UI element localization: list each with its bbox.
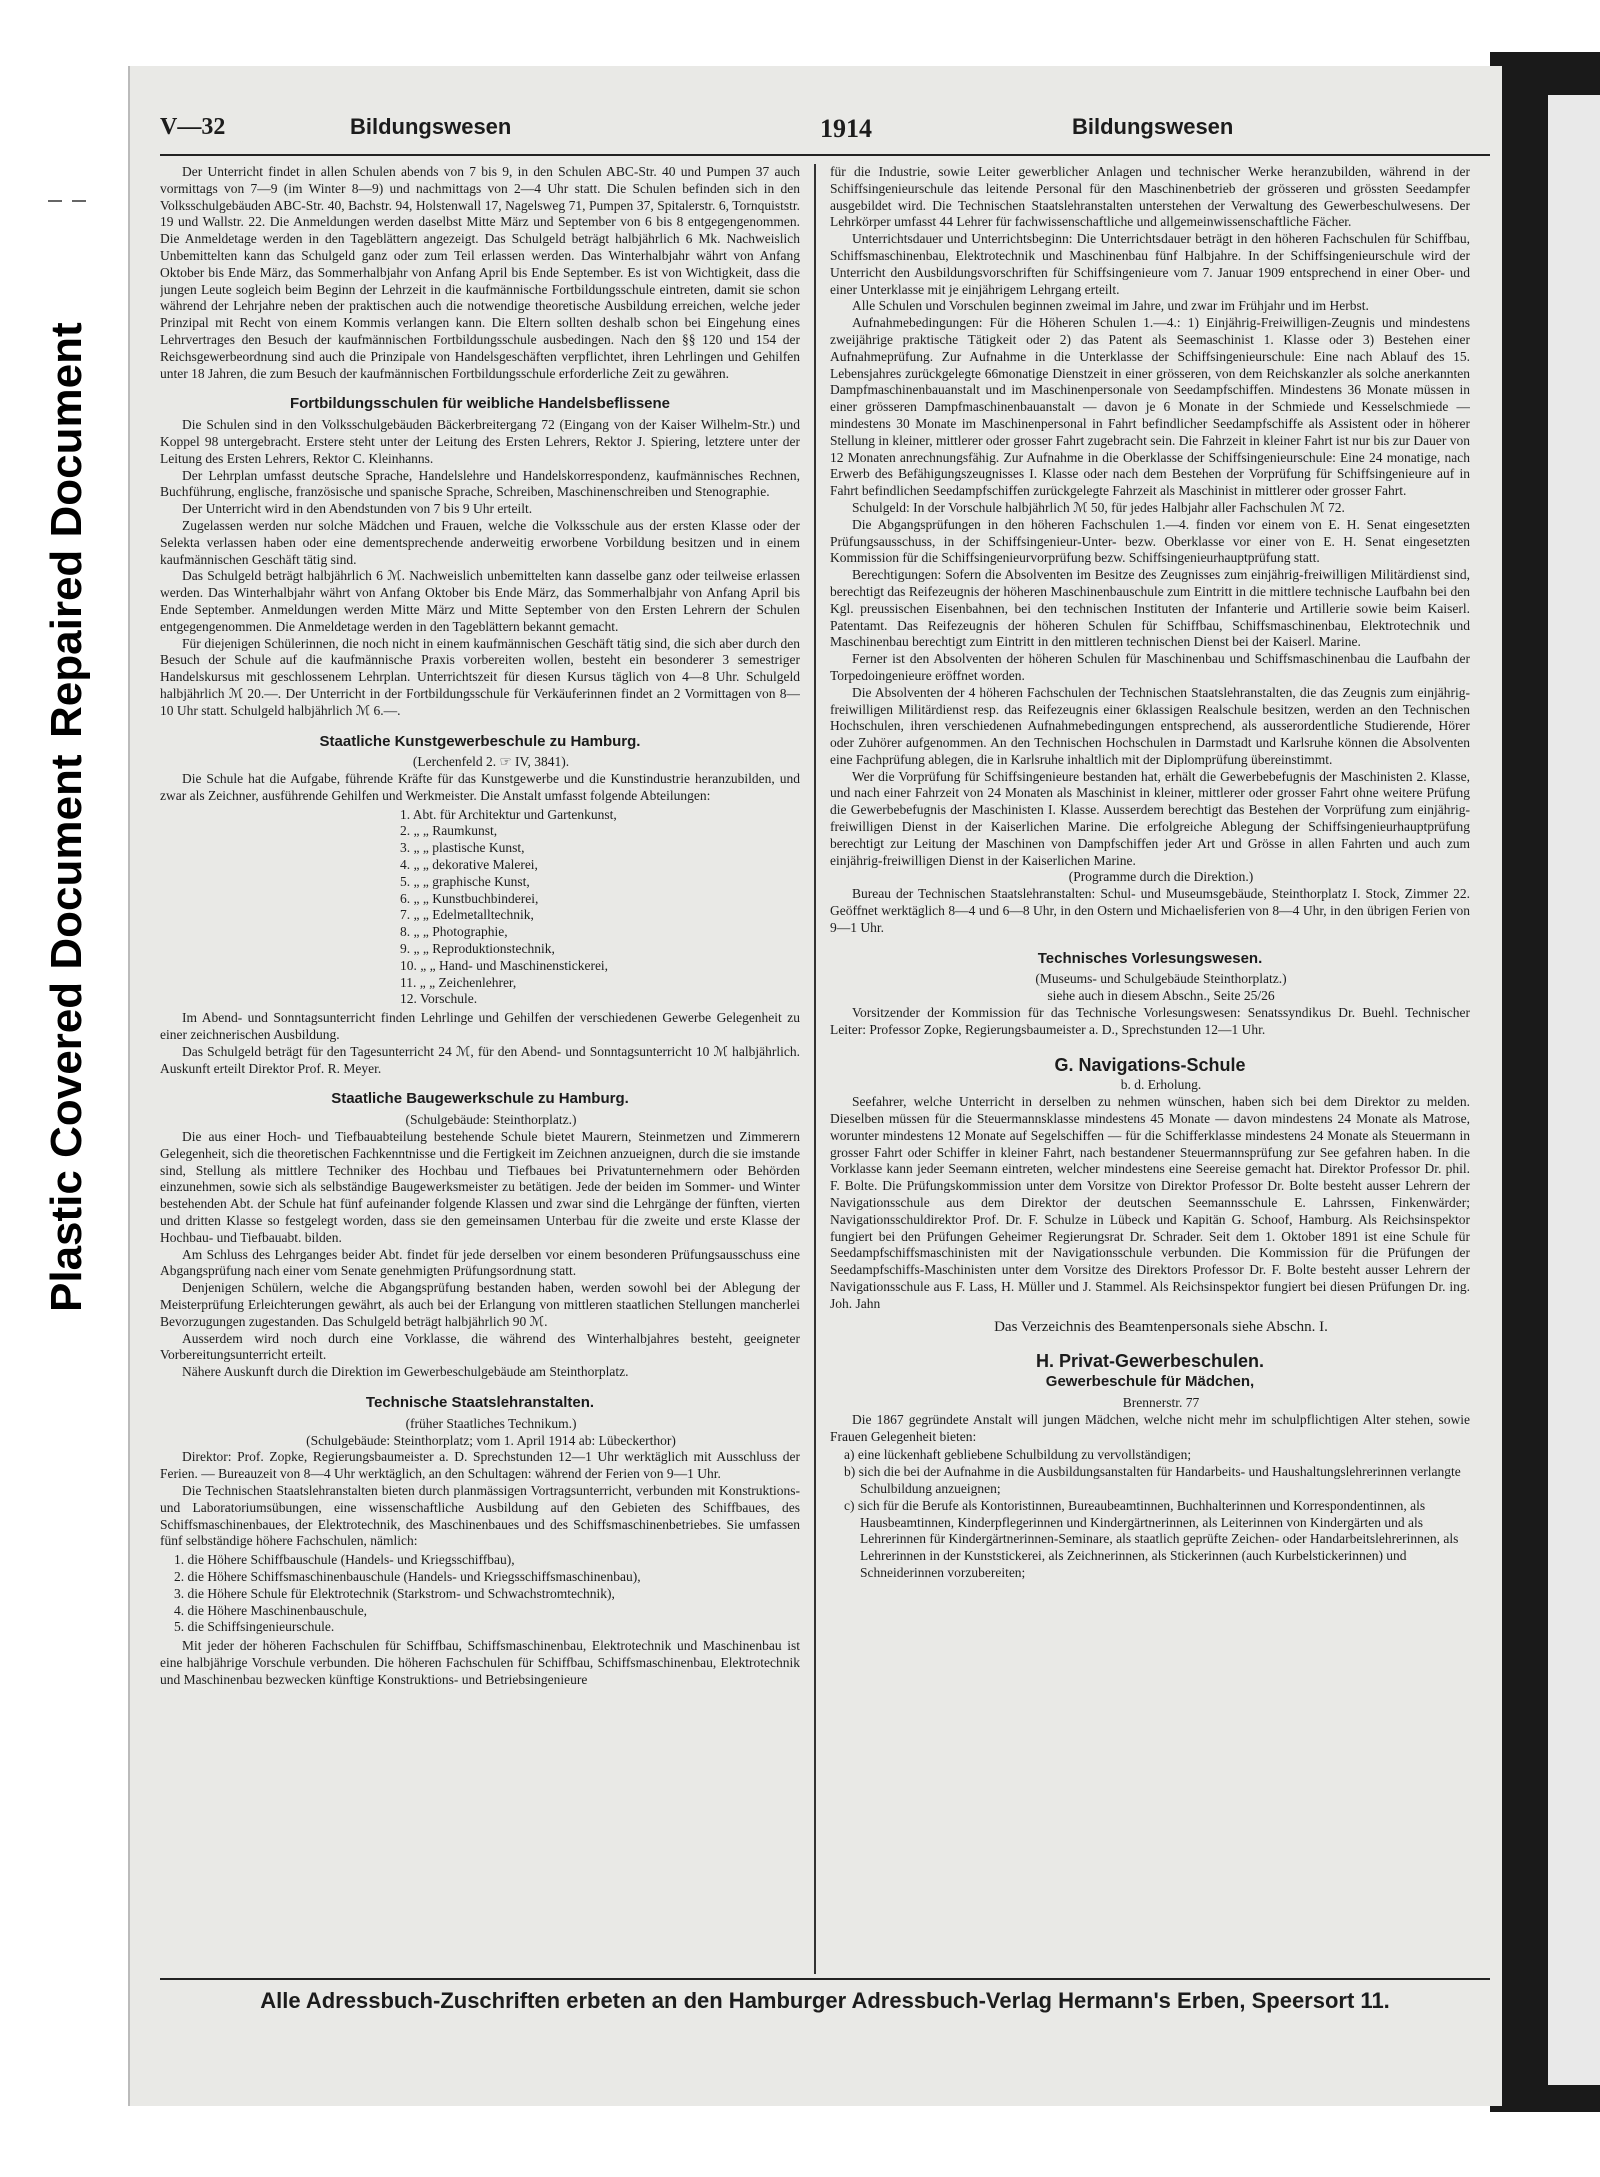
section-heading: Staatliche Kunstgewerbeschule zu Hamburg. <box>319 732 641 750</box>
paragraph: Die Absolventen der 4 höheren Fachschulen der Technischen Staatslehranstalten, die das Zeugnis zum einjährig-freiwilligen Militärdienst resp. das Reifezeugnis einer 6klassigen Realschule besitzen, werden an den Technischen Hochschulen, ihren verschiedenen Aufnahmebedingungen entsprechend, als ausserordentliche Studierende, Hörer oder Zuhörer aufgenommen. An den Technischen Hochschulen in Darmstadt und Karlsruhe können die Absolventen eine Fachprüfung ablegen, die in Karlsruhe inhaltlich mit der Diplomprüfung übereinstimmt. <box>830 684 1470 767</box>
cross-reference: Das Verzeichnis des Beamtenpersonals siehe Abschn. I. <box>994 1318 1328 1335</box>
chapter-heading: G. Navigations-Schule <box>1054 1054 1246 1075</box>
paragraph: Ferner ist den Absolventen der höheren Schulen für Maschinenbau und Schiffsmaschinenbau die Laufbahn der Torpedoingenieure eröffnet worden. <box>830 651 1470 683</box>
list-item: 7. „ „ Edelmetalltechnik, <box>400 907 534 923</box>
paragraph: Der Lehrplan umfasst deutsche Sprache, Handelslehre und Handelskorrespondenz, kaufmännisches Rechnen, Buchführung, englische, französische und spanische Sprache, Schreiben, Maschinenschreiben und Stenographie. <box>160 467 800 500</box>
paragraph: Mit jeder der höheren Fachschulen für Schiffbau, Schiffsmaschinenbau, Elektrotechnik und Maschinenbau ist eine halbjährige Vorschule verbunden. Die höheren Fachschulen für Schiffbau, Schiffsmaschinenbau, Elektrotechnik und Maschinenbau bezwecken künftige Konstruktions- und Betriebsingenieure <box>160 1638 800 1687</box>
list-item: 4. die Höhere Maschinenbauschule, <box>174 1602 368 1618</box>
school-list <box>160 1552 800 1636</box>
list-item: 2. die Höhere Schiffsmaschinenbauschule (Handels- und Kriegsschiffsmaschinenbau), <box>174 1568 641 1584</box>
department-list <box>160 807 800 1009</box>
edge-mark <box>72 200 86 202</box>
paragraph: Schulgeld: In der Vorschule halbjährlich ℳ 50, für jedes Halbjahr aller Fachschulen ℳ 72. <box>852 499 1345 515</box>
list-item: 9. „ „ Reproduktionstechnik, <box>400 941 555 957</box>
repaired-document-label: Repaired Document <box>42 322 91 738</box>
list-item: a) eine lückenhaft gebliebene Schulbildung zu vervollständigen; <box>844 1447 1192 1463</box>
list-item: 1. Abt. für Architektur und Gartenkunst, <box>400 806 617 822</box>
paragraph: Nähere Auskunft durch die Direktion im Gewerbeschulgebäude am Steinthorplatz. <box>182 1364 629 1380</box>
section-heading: Technisches Vorlesungswesen. <box>1037 949 1263 967</box>
paragraph: (Programme durch die Direktion.) <box>1068 869 1254 885</box>
running-title-left: Bildungswesen <box>350 114 512 139</box>
plastic-covered-document-label: Plastic Covered Document <box>42 754 91 1312</box>
edge-mark <box>48 200 62 202</box>
paragraph: Seefahrer, welche Unterricht in derselben zu nehmen wünschen, haben sich bei dem Direktor zu melden. Dieselben müssen für die Steuermannsklasse mindestens 45 Monate — davon mindestens 24 Monate als Matrose, worunter mindestens 12 Monate auf Segelschiffen — für die Schifferklasse mindestens 24 Monate als Steuermann in grosser Fahrt oder Schiffer in kleiner Fahrt, nach bestandener Steuermannsprüfung zur See gefahren haben. In die Vorklasse kann jeder Seemann eintreten, welcher mindestens eine Seereise gemacht hat. Direktor Professor Dr. phil. F. Bolte. Die Prüfungskommission unter dem Vorsitze von Direktor Professor Dr. Bolte besteht ausser Lehrern der Navigationsschule aus dem Direktor der deutschen Seemannsschule E. Lahrssen, Finkenwärder; Navigationsschuldirektor Prof. Dr. F. Schulze in Lübeck und Kapitän G. Schoof, Hamburg. Als Reichsinspektor fungiert bei den Prüfungen Geheimer Regierungsrat Dr. Schrader. Seit dem 1. Oktober 1891 ist eine Schule für Seedampfschiffsmaschinisten mit der Navigationsschule verbunden. Die Kommission für die Prüfungen der Seedampfschiffs-Maschinisten unter dem Vorsitze des Direktors Professor Dr. F. Bolte besteht ausser Lehrern der Navigationsschule aus F. Lass, H. Müller und J. Stammel. Als Reichsinspektor fungiert bei diesen Prüfungen Dr. ing. Joh. Jahn <box>830 1094 1470 1311</box>
paragraph: Die Schule hat die Aufgabe, führende Kräfte für das Kunstgewerbe und die Kunstindustrie heranzubilden, und zwar als Zeichner, ausführende Gehilfen und Werkmeister. Die Anstalt umfasst folgende Abteilungen: <box>160 771 800 803</box>
list-item: 6. „ „ Kunstbuchbinderei, <box>400 890 539 906</box>
list-item: 4. „ „ dekorative Malerei, <box>400 857 538 873</box>
section-subtitle: (Schulgebäude: Steinthorplatz; vom 1. April 1914 ab: Lübeckerthor) <box>306 1432 676 1448</box>
list-item: b) sich die bei der Aufnahme in die Ausbildungsanstalten für Handarbeits- und Haushaltungslehrerinnen verlangte Schulbildung anzueignen; <box>844 1464 1461 1496</box>
adjacent-page <box>1548 95 1600 2085</box>
paragraph: Die aus einer Hoch- und Tiefbauabteilung bestehende Schule bietet Maurern, Steinmetzen und Zimmerern Gelegenheit, sich die theoretischen Fachkenntnisse und die Fertigkeit im Zeichnen anzueignen, durch die sie imstande sind, Stellung als mittlere Techniker des Hochbau und Tiefbaues bei Privatunternehmern oder Behörden einzunehmen, sowie sich als selbständige Baugewerksmeister zu betätigen. Jede der beiden im Sommer- und Winter bestehenden Abt. der Schule hat fünf aufeinander folgende Klassen und zwar sind die Lehrgänge der fünften, vierten und dritten Klasse so festgelegt worden, dass sie den gemeinsamen Unterbau für die zweite und erste Klasse der Hochbau- und Tiefbauabt. bilden. <box>160 1129 800 1245</box>
paragraph: Zugelassen werden nur solche Mädchen und Frauen, welche die Volksschule aus der ersten Klasse oder der Selekta verlassen haben oder eine dementsprechende anderweitig erworbene Vorbildung besitzen und in einem kaufmännischen Geschäft tätig sind. <box>160 517 800 567</box>
paragraph: Berechtigungen: Sofern die Absolventen im Besitze des Zeugnisses zum einjährig-freiwilligen Militärdienst sind, berechtigt das Reifezeugnis der höheren Maschinenbauschule zum Eintritt in die mittlere technische Laufbahn bei den Kgl. preussischen Eisenbahnen, bei den technischen Instituten der Infanterie und Artillerie sowie beim Kaiserl. Patentamt. Das Reifezeugnis der höheren Schulen für Schiffbau, Schiffsmaschinenbau, Elektrotechnik und Maschinenbau berechtigt zum Eintritt in den mittleren technischen Dienst bei der Kaiserl. Marine. <box>830 567 1470 650</box>
section-subtitle: b. d. Erholung. <box>1120 1077 1202 1093</box>
page-number: V—32 <box>160 114 226 140</box>
section-heading: Gewerbeschule für Mädchen, <box>1045 1373 1255 1391</box>
paragraph: Die Schulen sind in den Volksschulgebäuden Bäckerbreitergang 72 (Eingang von der Kaiser Wilhelm-Str.) und Koppel 98 untergebracht. Erstere steht unter der Leitung des Ersten Lehrers, Rektor J. Spiering, letztere unter der Leitung des Ersten Lehrers, Rektor C. Kleinhanns. <box>160 417 800 466</box>
section-heading: Staatliche Baugewerkschule zu Hamburg. <box>331 1090 629 1108</box>
footer-rule <box>160 1978 1490 1980</box>
paragraph: Vorsitzender der Kommission für das Technische Vorlesungswesen: Senatssyndikus Dr. Buehl. Technischer Leiter: Professor Zopke, Regierungsbaumeister a. D., Sprechstunden 12—1 Uhr. <box>830 1005 1470 1037</box>
list-item: 2. „ „ Raumkunst, <box>400 823 498 839</box>
list-item: 5. „ „ graphische Kunst, <box>400 873 530 889</box>
paragraph: Alle Schulen und Vorschulen beginnen zweimal im Jahre, und zwar im Frühjahr und im Herbst. <box>852 298 1369 314</box>
paragraph: Die 1867 gegründete Anstalt will jungen Mädchen, welche nicht mehr im schulpflichtigen Alter stehen, sowie Frauen Gelegenheit bieten: <box>830 1411 1470 1444</box>
paragraph: Für diejenigen Schülerinnen, die noch nicht in einem kaufmännischen Geschäft tätig sind, die sich aber durch den Besuch der Schule auf die kaufmännische Praxis vorbereiten wollen, besteht ein besonderer 3 semestriger Handelskursus mit geschlossenem Lehrplan. Unterrichtszeit für diesen Kursus täglich von 4—8 Uhr. Schulgeld halbjährlich ℳ 20.—. Der Unterricht in der Fortbildungsschule für Verkäuferinnen findet an 2 Vormittagen von 8—10 Uhr statt. Schulgeld halbjährlich ℳ 6.—. <box>160 635 800 718</box>
paragraph: Denjenigen Schülern, welche die Abgangsprüfung bestanden haben, werden sowohl bei der Ablegung der Meisterprüfung Erleichterungen gewährt, als auch bei der Erlangung von mittleren staatlichen Stellungen mancherlei Bevorzugungen zugestanden. Das Schulgeld beträgt halbjährlich 90 ℳ. <box>160 1280 800 1329</box>
paragraph: Die Abgangsprüfungen in den höheren Fachschulen 1.—4. finden vor einem von E. H. Senat eingesetzten Prüfungsausschuss, in der Schiffsingenieur-Unter- bezw. Oberklasse vor einer von E. H. Senat eingesetzten Kommission für die Schiffsingenieurvorprüfung bezw. Schiffsingenieurhauptprüfung statt. <box>830 516 1470 566</box>
paragraph: Das Schulgeld beträgt für den Tagesunterricht 24 ℳ, für den Abend- und Sonntagsunterricht 10 ℳ halbjährlich. Auskunft erteilt Direktor Prof. R. Meyer. <box>160 1043 800 1076</box>
section-heading: Fortbildungsschulen für weibliche Handelsbeflissene <box>289 395 671 413</box>
page-header <box>160 114 1490 154</box>
paragraph: für die Industrie, sowie Leiter gewerblicher Anlagen und technischer Werke heranzubilden, während in der Schiffsingenieurschule das leitende Personal für den Maschinenbetrieb der grösseren und grössten Seedampfer ausgebildet wird. Die Technischen Staatslehranstalten unterstehen der Verwaltung des Gewerbeschulwesens. Der Lehrkörper umfasst 44 Lehrer für fachwissenschaftliche und allgemeinwissenschaftliche Fächer. <box>830 164 1470 230</box>
paragraph: Das Schulgeld beträgt halbjährlich 6 ℳ. Nachweislich unbemittelten kann dasselbe ganz oder teilweise erlassen werden. Das Winterhalbjahr währt von Anfang Oktober bis Ende März, das Sommerhalbjahr von Anfang April bis Ende September. Anmeldungen werden Mitte März und Mitte September von den Ersten Lehrern der Schulen entgegengenommen. Die Anmeldetage werden in den Tageblättern bekannt gemacht. <box>160 568 800 634</box>
paragraph: Aufnahmebedingungen: Für die Höheren Schulen 1.—4.: 1) Einjährig-Freiwilligen-Zeugnis und mindestens zweijährige praktische Tätigkeit oder 2) das Patent als Seemaschinist 1. Klasse oder 3) Bestehen einer Aufnahmeprüfung. Zur Aufnahme in die Unterklasse der Schiffsingenieurschule: Eine nach Ablauf des 15. Lebensjahres zurückgelegte 66monatige Dienstzeit in einer grösseren, von dem Reichskanzler als solche anerkannten Dampfmaschinenbauanstalt und im Maschinenpersonale von Seedampfschiffen. Mindestens 36 Monate müssen in einer grösseren Dampfmaschinenbauanstalt — davon je 6 Monate in der Schmiede und Kesselschmiede — mindestens 30 Monate im Maschinenpersonal in Fahrt befindlicher Seedampfschiffe als Assistent oder in höherer Stellung in kleiner, mittlerer oder grosser Fahrt zugebracht sein. Die Fahrzeit in kleiner Fahrt ist nur bis zur Dauer von 12 Monaten anrechnungsfähig. Zur Aufnahme in die Oberklasse der Schiffsingenieurschule: Eine 24 monatige, nach Erwerb des Befähigungszeugnisses I. Klasse oder nach dem Bestehen der Vorprüfung für Schiffsingenieure auf in Fahrt befindlichen Seedampfschiffen zurückgelegte Fahrzeit als Maschinist in mittlerer oder grosser Fahrt. <box>830 315 1470 499</box>
paragraph: Der Unterricht wird in den Abendstunden von 7 bis 9 Uhr erteilt. <box>182 501 533 517</box>
section-subtitle: (Schulgebäude: Steinthorplatz.) <box>405 1112 577 1128</box>
scanned-page <box>128 66 1502 2106</box>
left-column <box>160 164 800 1964</box>
offer-list <box>830 1447 1470 1581</box>
side-labels <box>0 0 120 2177</box>
list-item: 5. die Schiffsingenieurschule. <box>174 1619 335 1635</box>
paragraph: Am Schluss des Lehrganges beider Abt. findet für jede derselben vor einem besonderen Prüfungsausschuss eine Abgangsprüfung nach einer vom Senate genehmigten Prüfungsordnung statt. <box>160 1246 800 1279</box>
paragraph: Der Unterricht findet in allen Schulen abends von 7 bis 9, in den Schulen ABC-Str. 40 und Pumpen 37 auch vormittags von 7—9 (im Winter 8—9) und nachmittags von 2—4 Uhr statt. Die Schulen befinden sich in den Volksschulgebäuden ABC-Str. 40, Bachstr. 94, Holstenwall 17, Nagelsweg 71, Pumpen 37, Spitalerstr. 6, Tornquiststr. 19 und Wallstr. 22. Die Anmeldungen werden daselbst Mitte März und September von 6 bis 8 entgegengenommen. Die Anmeldetage werden in den Tageblättern angezeigt. Das Schulgeld beträgt halbjährlich 6 Mk. Nachweislich Unbemittelten kann das Schulgeld ganz oder zum Teil erlassen werden. Das Winterhalbjahr währt von Anfang Oktober bis Ende März, das Sommerhalbjahr von Anfang April bis Ende September. Es ist von Wichtigkeit, dass die jungen Leute sogleich beim Beginn der Lehrzeit in die kaufmännische Fortbildungsschule eintreten, damit sie schon während der Lehrjahre neben der praktischen auch die notwendige theoretische Ausbildung erreichen, welche jeder Prinzipal mit Recht von einem Kommis verlangen kann. Die Eltern sollten deshalb schon bei Eingehung eines Lehrvertrages den Besuch der kaufmännischen Fortbildungsschule ausbedingen. Nach den §§ 120 und 154 der Reichsgewerbeordnung sind auch die Prinzipale von Handelsgeschäften verpflichtet, ihren Lehrlingen und Gehilfen unter 18 Jahren, die zum Besuch der kaufmännischen Fortbildungsschule erforderliche Zeit zu gewähren. <box>160 164 800 381</box>
list-item: 8. „ „ Photographie, <box>400 924 508 940</box>
right-column <box>830 164 1470 1964</box>
list-item: 3. „ „ plastische Kunst, <box>400 840 525 856</box>
header-rule <box>160 154 1490 156</box>
paragraph: Ausserdem wird noch durch eine Vorklasse, die während des Winterhalbjahres besteht, geeigneter Vorbereitungsunterricht erteilt. <box>160 1330 800 1363</box>
page-year: 1914 <box>820 114 872 143</box>
section-subtitle: (Lerchenfeld 2. ☞ IV, 3841). <box>412 754 570 770</box>
section-subtitle: siehe auch in diesem Abschn., Seite 25/26 <box>1047 988 1275 1004</box>
list-item: 12. Vorschule. <box>400 991 478 1007</box>
chapter-heading: H. Privat-Gewerbeschulen. <box>1035 1351 1265 1372</box>
section-heading: Technische Staatslehranstalten. <box>365 1393 595 1411</box>
paragraph: Im Abend- und Sonntagsunterricht finden Lehrlinge und Gehilfen der verschiedenen Gewerbe Gelegenheit zu einer zeichnerischen Ausbildung. <box>160 1010 800 1043</box>
paragraph: Wer die Vorprüfung für Schiffsingenieure bestanden hat, erhält die Gewerbebefugnis der Maschinisten 2. Klasse, und nach einer Fahrzeit von 24 Monaten als Maschinist in kleiner, mittlerer oder grosser Fahrt ohne weitere Prüfung die Gewerbebefugnis der Maschinisten I. Klasse. Ausserdem berechtigt das Bestehen der Vorprüfung zum einjährig-freiwilligen Dienst in der Kaiserlichen Marine. Die erfolgreiche Ablegung der Schiffsingenieurhauptprüfung berechtigt zur Leitung der Maschinen von Dampfschiffen jeder Art und Grösse in allen Fahrten und auch zum einjährig-freiwilligen Dienst in der Kaiserlichen Marine. <box>830 768 1470 868</box>
section-subtitle: (früher Staatliches Technikum.) <box>405 1415 577 1431</box>
list-item: 10. „ „ Hand- und Maschinenstickerei, <box>400 957 609 973</box>
list-item: 11. „ „ Zeichenlehrer, <box>400 974 517 990</box>
paragraph: Bureau der Technischen Staatslehranstalten: Schul- und Museumsgebäude, Steinthorplatz I. Stock, Zimmer 22. Geöffnet werktäglich 8—4 und 6—8 Uhr, in den Ostern und Michaelisferien von 8—4 Uhr, in den übrigen Ferien von 9—1 Uhr. <box>830 886 1470 935</box>
running-title-right: Bildungswesen <box>1072 114 1234 139</box>
list-item: 3. die Höhere Schule für Elektrotechnik (Starkstrom- und Schwachstromtechnik), <box>174 1585 615 1601</box>
page-footer: Alle Adressbuch-Zuschriften erbeten an den Hamburger Adressbuch-Verlag Hermann's Erben, Speersort 11. <box>260 1988 1390 2013</box>
paragraph: Unterrichtsdauer und Unterrichtsbeginn: Die Unterrichtsdauer beträgt in den höheren Fachschulen für Schiffbau, Schiffsmaschinenbau, Elektrotechnik und Maschinenbau fünf Halbjahre. In der Schiffsingenieurschule wird der Unterricht den Ausbildungsvorschriften für Schiffsingenieure vom 7. Januar 1909 entsprechend in einer Ober- und einer Unterklasse mit je einjährigem Lehrgang erteilt. <box>830 231 1470 297</box>
section-subtitle: (Museums- und Schulgebäude Steinthorplatz.) <box>1035 971 1287 987</box>
list-item: 1. die Höhere Schiffbauschule (Handels- und Kriegsschiffbau), <box>174 1552 515 1568</box>
paragraph: Die Technischen Staatslehranstalten bieten durch planmässigen Vortragsunterricht, verbunden mit Konstruktions- und Laboratoriumsübungen, eine wissenschaftliche Ausbildung auf den Gebieten des Schiffbaues, des Schiffsmaschinenbaues, der Elektrotechnik, des Maschinenbaues und des Schiffsmaschinenbetriebes. Sie umfassen fünf selbständige höhere Fachschulen, nämlich: <box>160 1482 800 1549</box>
section-subtitle: Brennerstr. 77 <box>1122 1394 1200 1410</box>
column-divider <box>814 164 816 1974</box>
paragraph: Direktor: Prof. Zopke, Regierungsbaumeister a. D. Sprechstunden 12—1 Uhr werktäglich mit Ausschluss der Ferien. — Bureauzeit von 8—4 Uhr werktäglich, an den Schultagen: während der Ferien von 9—1 Uhr. <box>160 1449 800 1482</box>
list-item: c) sich für die Berufe als Kontoristinnen, Bureaubeamtinnen, Buchhalterinnen und Korrespondentinnen, als Hausbeamtinnen, Kinderpflegerinnen und Kindergärtnerinnen, als Leiterinnen von Kindergärten und als Lehrerinnen für Kindergärtnerinnen-Seminare, als staatlich geprüfte Zeichen- oder Handarbeitslehrerinnen, als Lehrerinnen in der Kunststickerei, als Zeichnerinnen, als Stickerinnen (auch Kurbelstickerinnen) und Schneiderinnen vorzubereiten; <box>844 1497 1459 1580</box>
